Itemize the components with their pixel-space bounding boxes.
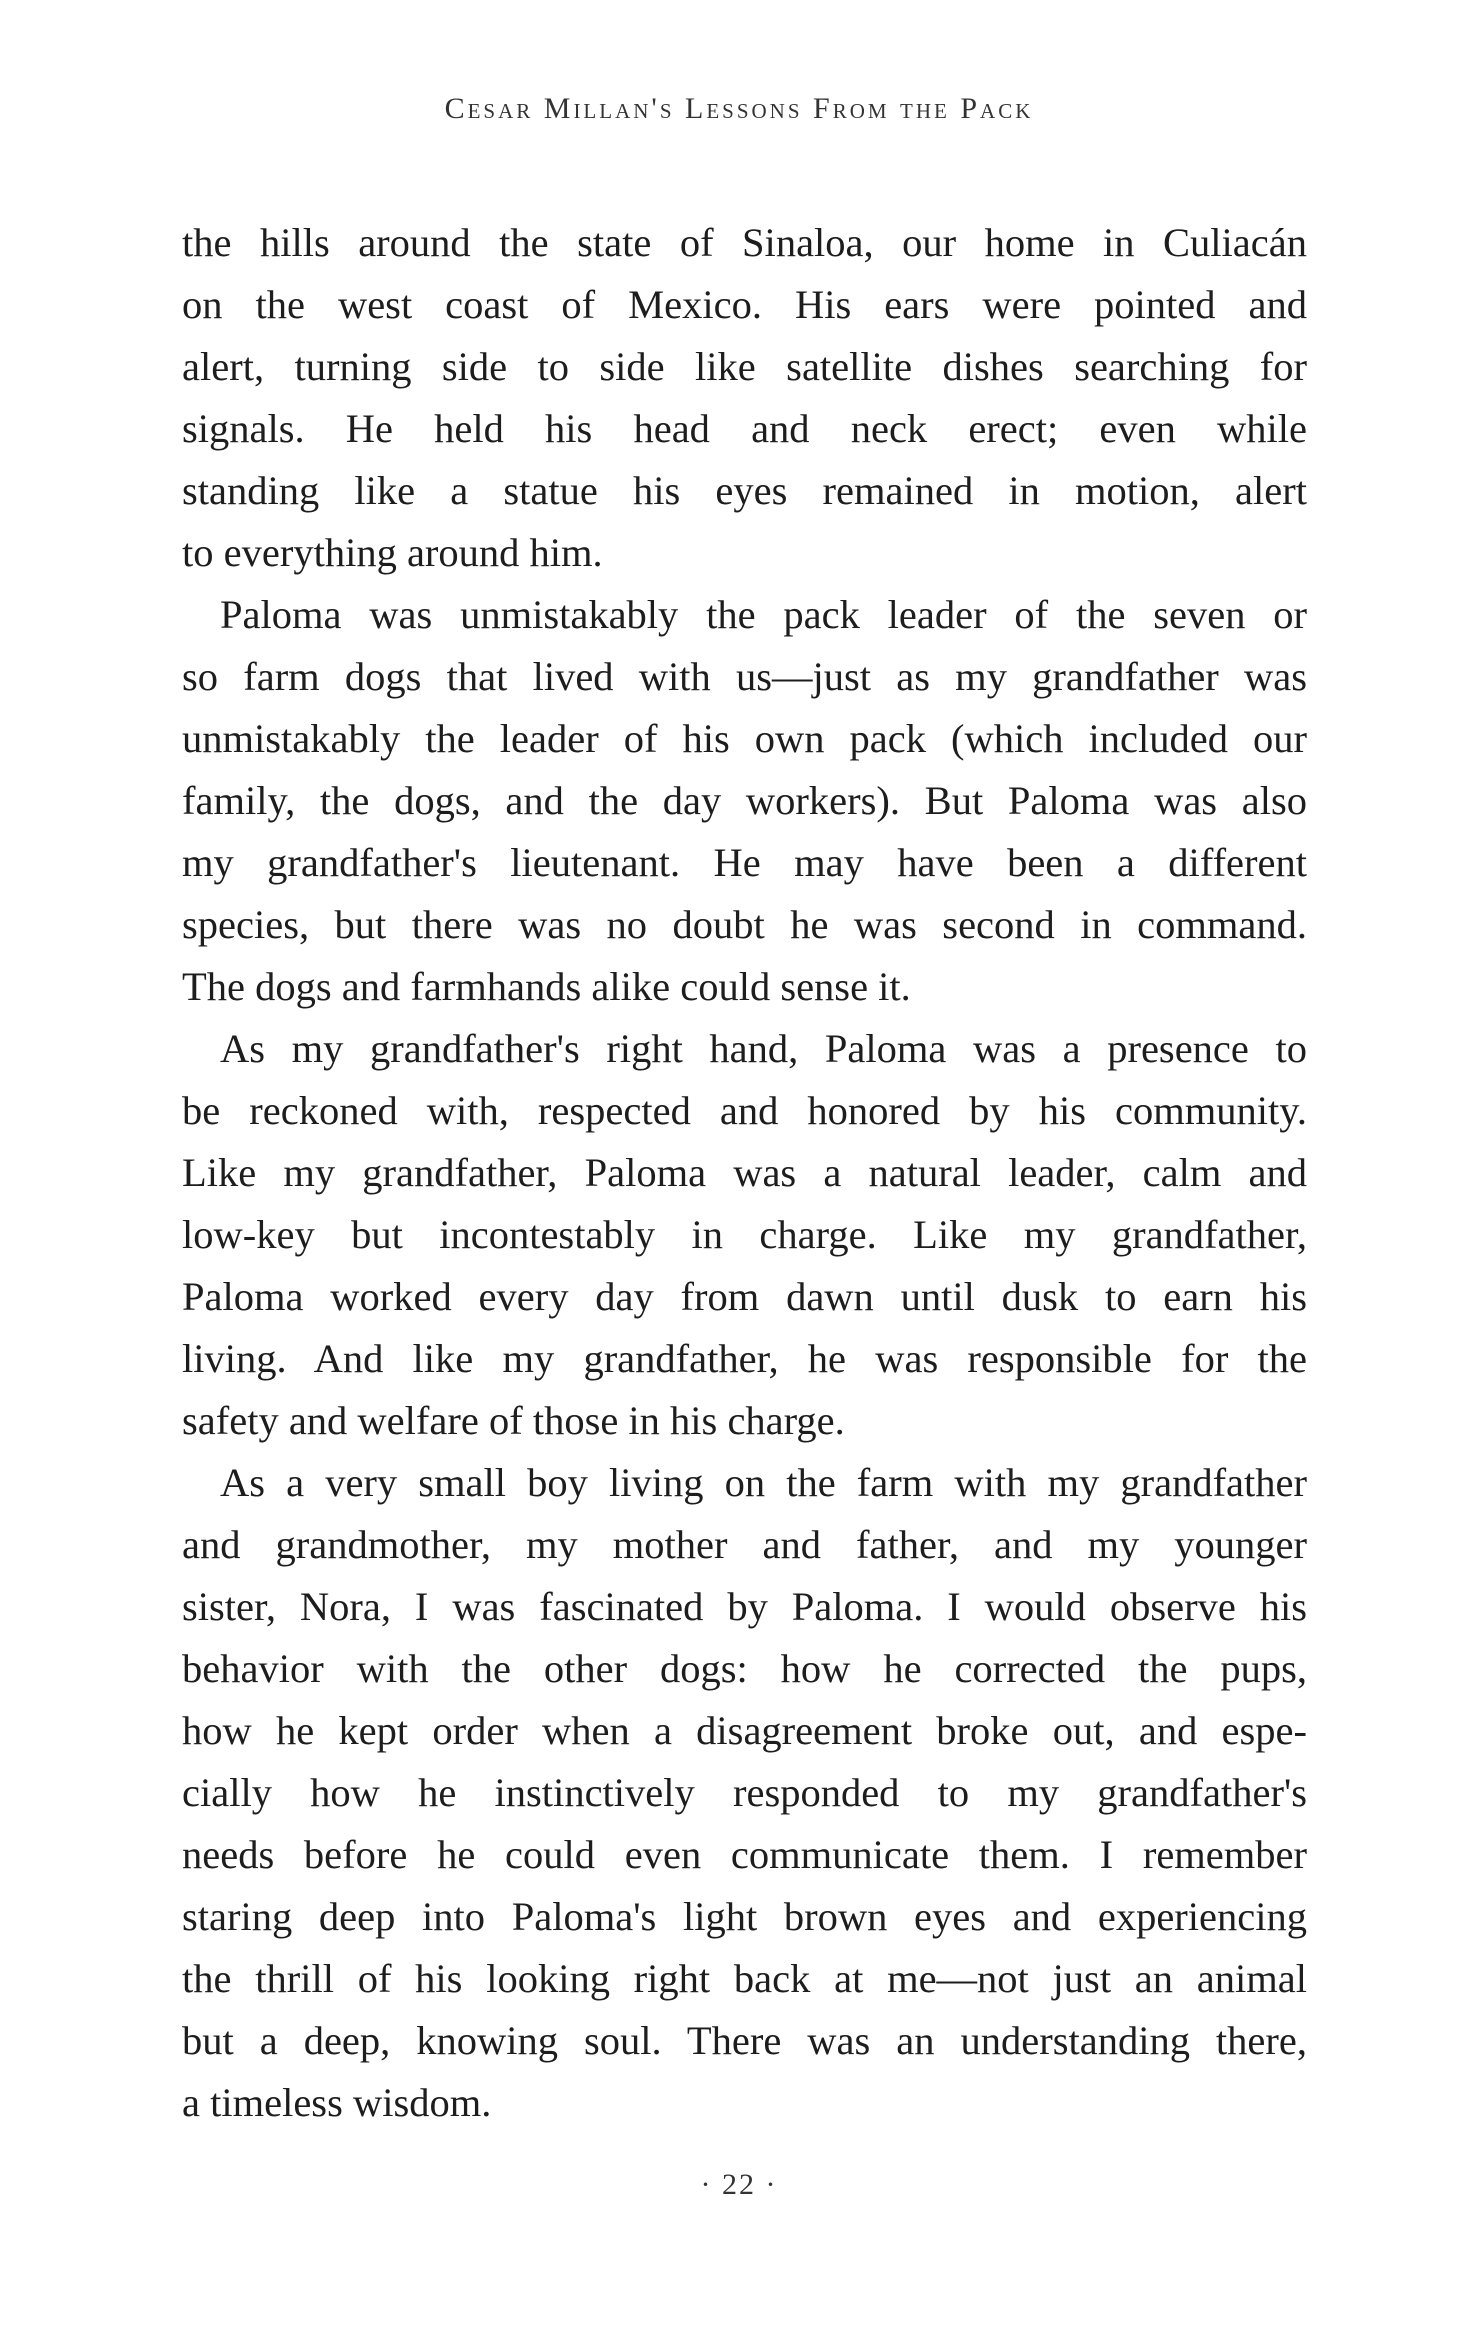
text-line: needs before he could even communicate them. I remember [182,1832,1307,1877]
text-line: As my grandfather's right hand, Paloma was a presence to [220,1026,1307,1071]
text-line: Paloma worked every day from dawn until dusk to earn his [182,1274,1307,1319]
text-line: Like my grandfather, Paloma was a natural leader, calm and [182,1150,1307,1195]
text-line: and grandmother, my mother and father, and my younger [182,1522,1307,1567]
text-line: living. And like my grandfather, he was responsible for the [182,1336,1307,1381]
paragraph [182,584,1307,1018]
paragraph [182,212,1307,584]
body-text [182,212,1307,2134]
text-line: family, the dogs, and the day workers). But Paloma was also [182,778,1307,823]
text-line: The dogs and farmhands alike could sense it. [182,964,911,1009]
text-line: on the west coast of Mexico. His ears were pointed and [182,282,1307,327]
text-line: As a very small boy living on the farm with my grandfather [220,1460,1307,1505]
text-line: alert, turning side to side like satellite dishes searching for [182,344,1307,389]
page-number: · 22 · [700,2168,778,2201]
text-line: my grandfather's lieutenant. He may have been a different [182,840,1307,885]
text-line: standing like a statue his eyes remained in motion, alert [182,468,1307,513]
text-line: behavior with the other dogs: how he corrected the pups, [182,1646,1307,1691]
text-line: how he kept order when a disagreement broke out, and espe- [182,1708,1307,1753]
text-line: be reckoned with, respected and honored by his community. [182,1088,1307,1133]
running-header: Cesar Millan's Lessons From the Pack [444,92,1034,125]
text-line: the thrill of his looking right back at me—not just an animal [182,1956,1307,2001]
text-line: sister, Nora, I was fascinated by Paloma. I would observe his [182,1584,1307,1629]
text-line: staring deep into Paloma's light brown eyes and experiencing [182,1894,1307,1939]
text-line: low-key but incontestably in charge. Like my grandfather, [182,1212,1307,1257]
text-line: a timeless wisdom. [182,2080,492,2125]
text-line: Paloma was unmistakably the pack leader of the seven or [220,592,1307,637]
text-line: cially how he instinctively responded to my grandfather's [182,1770,1307,1815]
paragraph [182,1018,1307,1452]
text-line: unmistakably the leader of his own pack (which included our [182,716,1307,761]
text-line: species, but there was no doubt he was second in command. [182,902,1307,947]
text-line: but a deep, knowing soul. There was an understanding there, [182,2018,1307,2063]
text-line: the hills around the state of Sinaloa, our home in Culiacán [182,220,1307,265]
text-line: safety and welfare of those in his charge. [182,1398,845,1443]
text-line: signals. He held his head and neck erect; even while [182,406,1307,451]
text-line: so farm dogs that lived with us—just as my grandfather was [182,654,1307,699]
text-line: to everything around him. [182,530,603,575]
paragraph [182,1452,1307,2134]
